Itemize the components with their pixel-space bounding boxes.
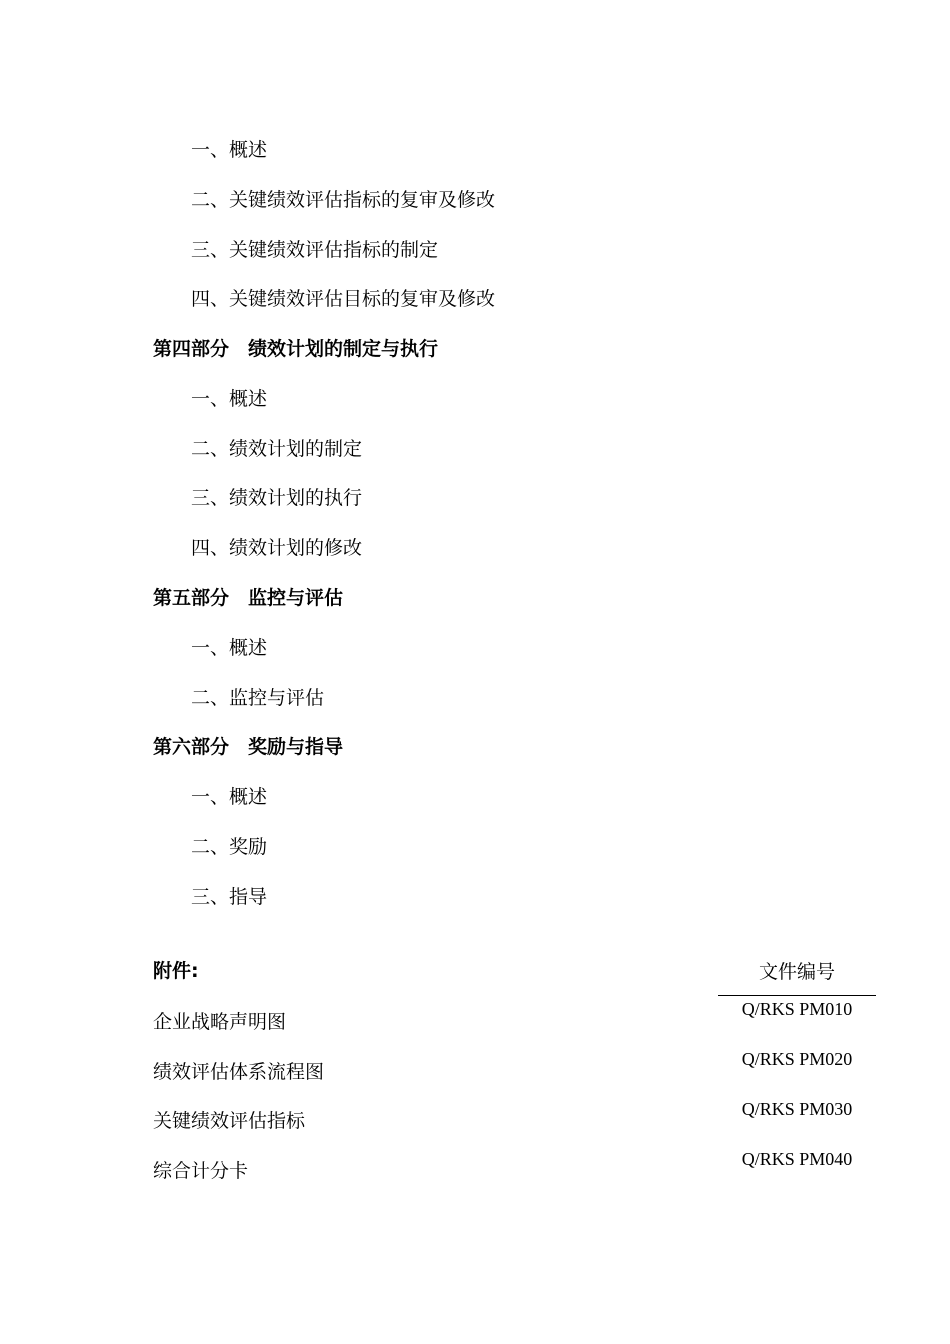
toc-section-heading: 第四部分 绩效计划的制定与执行 xyxy=(153,338,439,360)
file-code: Q/RKS PM030 xyxy=(741,1099,853,1119)
toc-item: 三、指导 xyxy=(191,886,268,908)
toc-item: 四、绩效计划的修改 xyxy=(191,537,363,559)
file-code: Q/RKS PM040 xyxy=(741,1149,853,1169)
file-code: Q/RKS PM010 xyxy=(741,999,853,1019)
toc-item: 三、关键绩效评估指标的制定 xyxy=(191,239,439,261)
attachment-name: 绩效评估体系流程图 xyxy=(153,1061,325,1083)
toc-item: 三、绩效计划的执行 xyxy=(191,487,363,509)
attachments-label: 附件: xyxy=(153,960,199,982)
toc-item: 二、绩效计划的制定 xyxy=(191,438,363,460)
toc-item: 一、概述 xyxy=(191,388,268,410)
toc-item: 四、关键绩效评估目标的复审及修改 xyxy=(191,288,496,310)
attachment-name: 企业战略声明图 xyxy=(153,1011,287,1033)
toc-item: 一、概述 xyxy=(191,139,268,161)
attachment-name: 综合计分卡 xyxy=(153,1160,249,1182)
toc-item: 一、概述 xyxy=(191,786,268,808)
toc-section-heading: 第六部分 奖励与指导 xyxy=(153,736,344,758)
toc-item: 二、关键绩效评估指标的复审及修改 xyxy=(191,189,496,211)
file-code-header: 文件编号 xyxy=(718,958,876,996)
file-code: Q/RKS PM020 xyxy=(741,1049,853,1069)
toc-item: 二、奖励 xyxy=(191,836,268,858)
toc-item: 二、监控与评估 xyxy=(191,687,325,709)
toc-item: 一、概述 xyxy=(191,637,268,659)
toc-section-heading: 第五部分 监控与评估 xyxy=(153,587,344,609)
attachment-name: 关键绩效评估指标 xyxy=(153,1110,306,1132)
